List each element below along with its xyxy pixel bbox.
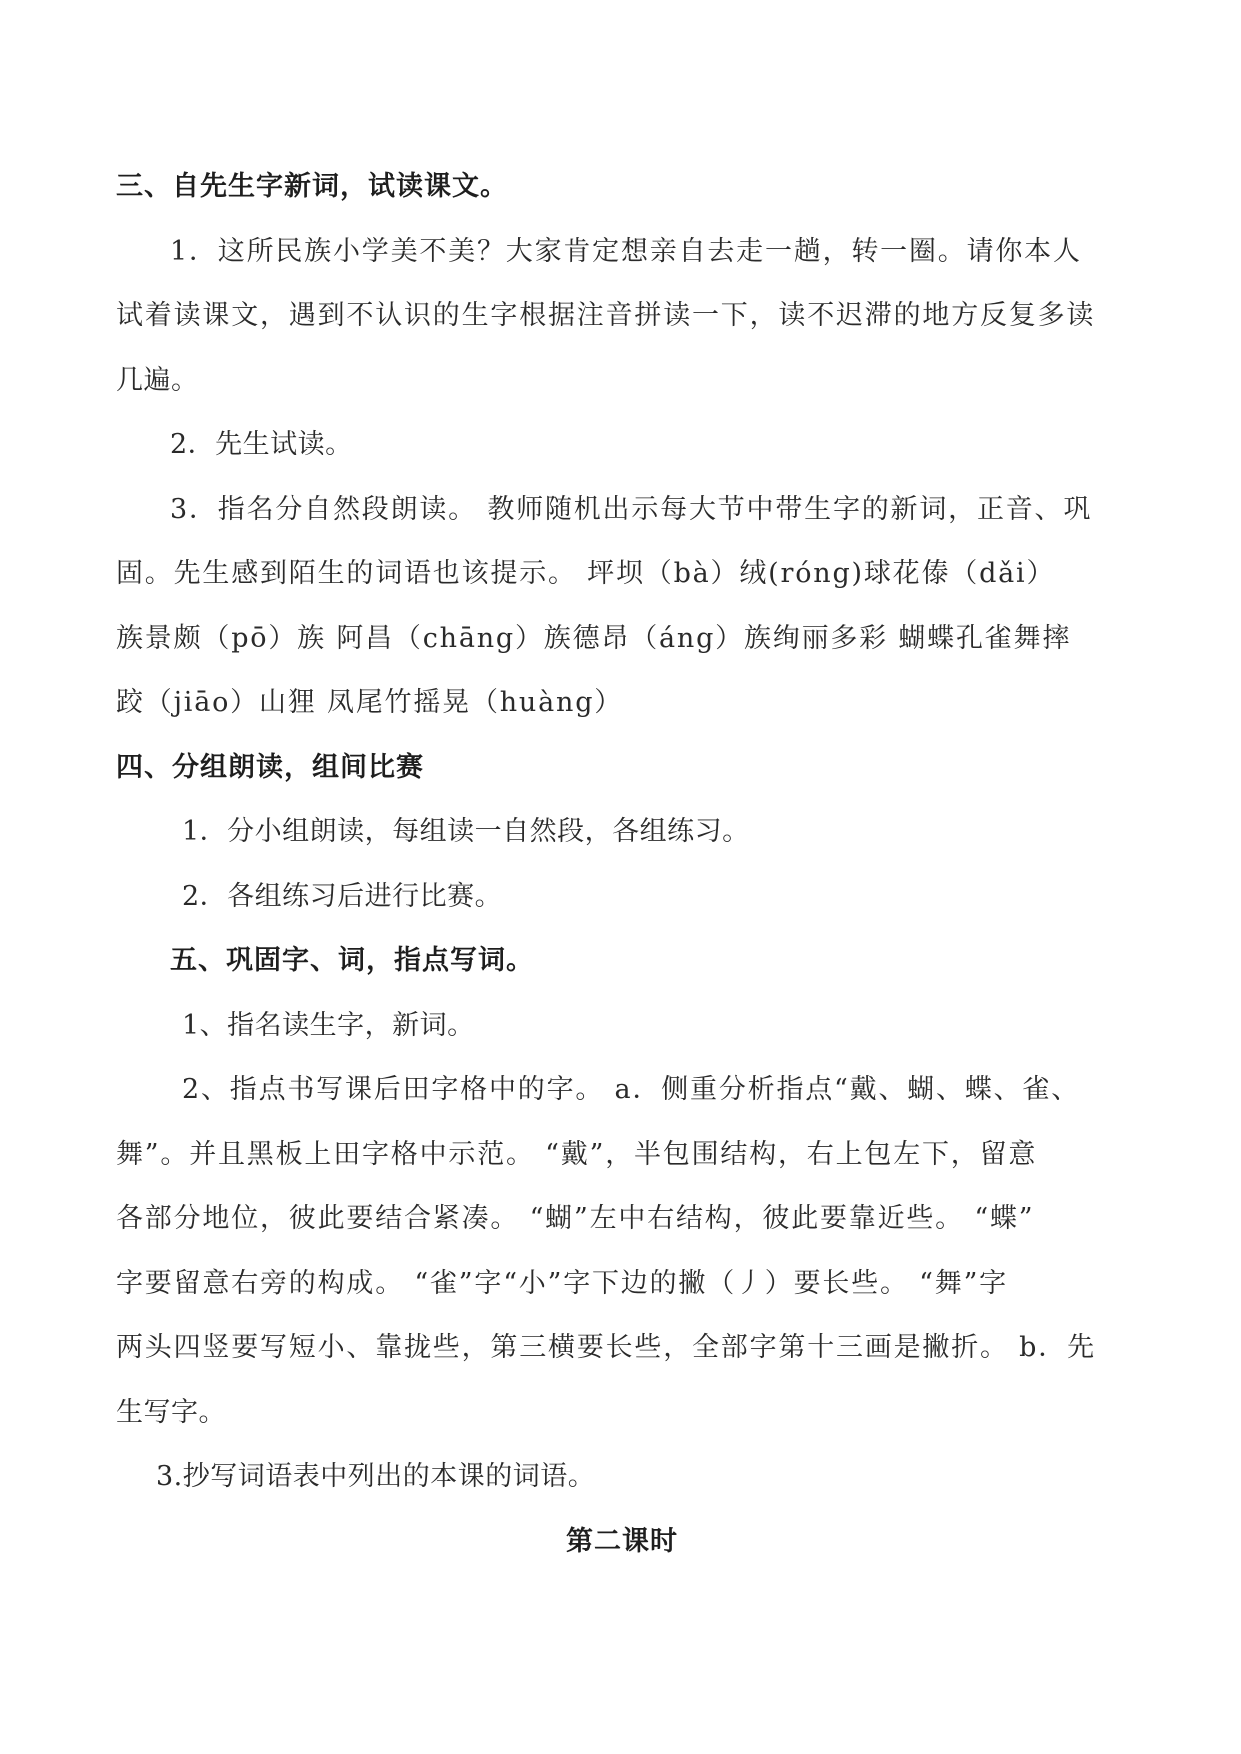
paragraph-line: 1．这所民族小学美不美？大家肯定想亲自去走一趟，转一圈。请你本人 [170,235,1082,267]
paragraph-line: 几遍。 [116,364,199,396]
document-body [116,155,1128,1574]
paragraph-line: 两头四竖要写短小、靠拢些，第三横要长些，全部字第十三画是撇折。 b．先 [116,1332,1096,1363]
paragraph-line: 生写字。 [116,1396,226,1428]
paragraph-line: 跤（jiāo）山狸 凤尾竹摇晃（huàng） [116,687,624,718]
session-title: 第二课时 [566,1525,678,1557]
section-heading-3: 三、自先生字新词，试读课文。 [116,171,508,202]
paragraph-line: 试着读课文，遇到不认识的生字根据注音拼读一下，读不迟滞的地方反复多读 [116,300,1096,331]
paragraph-line: 2、指点书写课后田字格中的字。 a．侧重分析指点“戴、蝴、蝶、雀、 [182,1074,1081,1105]
paragraph-line: 2．先生试读。 [170,429,353,460]
paragraph-line: 2．各组练习后进行比赛。 [182,880,503,912]
paragraph-line: 1、指名读生字，新词。 [182,1009,475,1041]
paragraph-line: 字要留意右旁的构成。 “雀”字“小”字下边的撇（丿）要长些。 “舞”字 [116,1267,1008,1299]
paragraph-line: 族景颇（pō）族 阿昌（chāng）族德昂（áng）族绚丽多彩 蝴蝶孔雀舞摔 [116,622,1072,654]
paragraph-line: 各部分地位，彼此要结合紧凑。 “蝴”左中右结构，彼此要靠近些。 “蝶” [116,1203,1035,1234]
section-heading-4: 四、分组朗读，组间比赛 [116,751,424,783]
paragraph-line: 1．分小组朗读，每组读一自然段，各组练习。 [182,816,750,847]
paragraph-line: 3.抄写词语表中列出的本课的词语。 [156,1461,596,1492]
section-heading-5: 五、巩固字、词，指点写词。 [170,945,534,976]
paragraph-line: 舞”。并且黑板上田字格中示范。 “戴”，半包围结构，右上包左下，留意 [116,1138,1038,1170]
paragraph-line: 3．指名分自然段朗读。 教师随机出示每大节中带生字的新词，正音、巩 [170,493,1093,525]
paragraph-line: 固。先生感到陌生的词语也该提示。 坪坝（bà）绒(róng)球花傣（dǎi） [116,558,1056,589]
